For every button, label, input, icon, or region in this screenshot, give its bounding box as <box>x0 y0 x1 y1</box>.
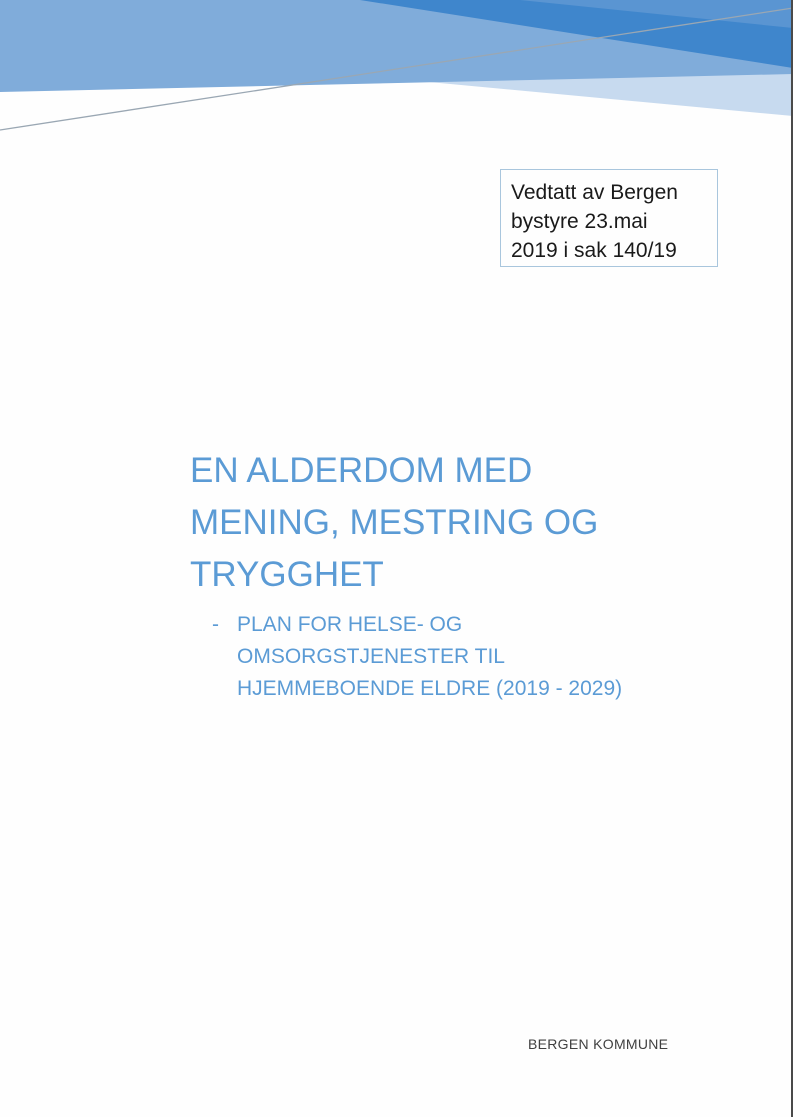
approval-line: bystyre 23.mai <box>511 210 648 233</box>
subtitle-lines <box>237 609 622 705</box>
subtitle-line: OMSORGSTJENESTER TIL <box>237 645 505 668</box>
approval-line: Vedtatt av Bergen <box>511 181 678 204</box>
title-line: MENING, MESTRING OG <box>190 503 599 542</box>
subtitle-line: PLAN FOR HELSE- OG <box>237 613 463 636</box>
title-line: TRYGGHET <box>190 555 384 594</box>
organization-name: BERGEN KOMMUNE <box>528 1036 669 1052</box>
header-decoration <box>0 0 793 140</box>
title-line: EN ALDERDOM MED <box>190 451 533 490</box>
subtitle-line: HJEMMEBOENDE ELDRE (2019 - 2029) <box>237 677 623 700</box>
approval-line: 2019 i sak 140/19 <box>511 239 677 262</box>
document-title <box>190 445 710 601</box>
approval-note-box <box>500 169 718 267</box>
subtitle-dash: - <box>212 613 219 636</box>
